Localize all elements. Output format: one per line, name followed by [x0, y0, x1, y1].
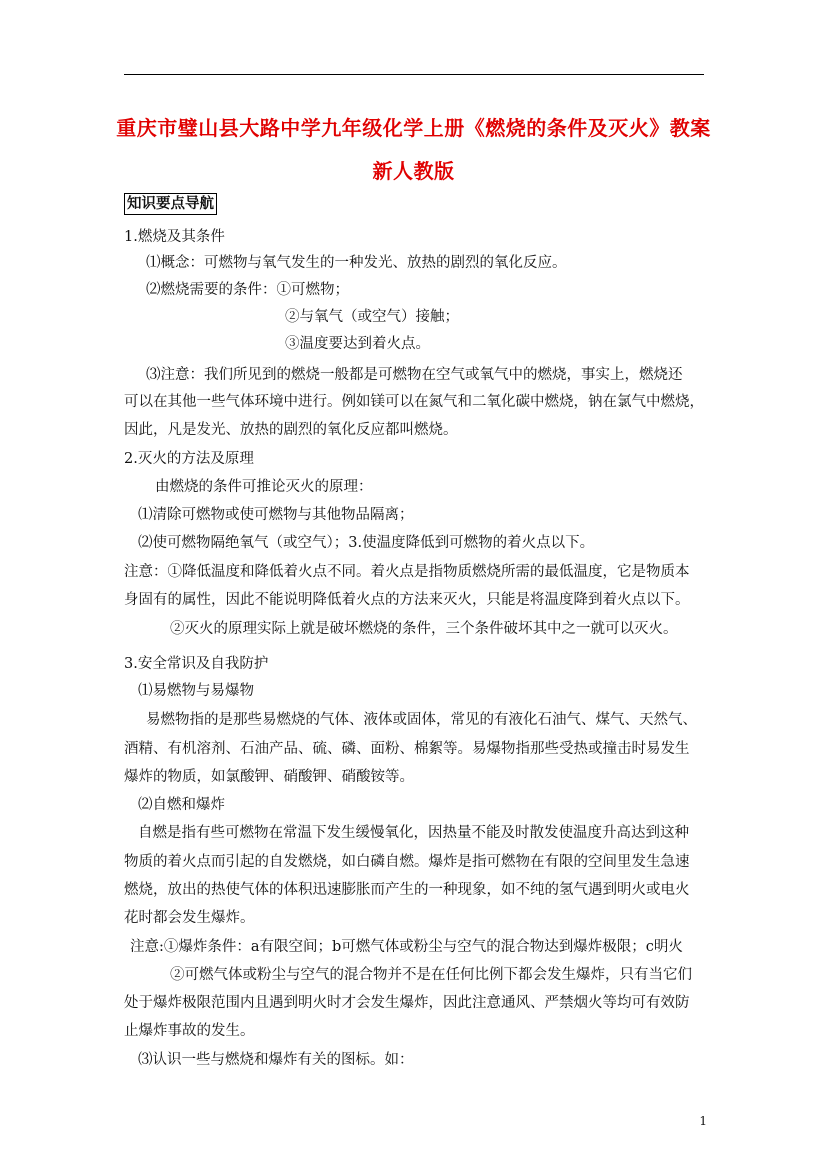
paragraph-line: 止爆炸事故的发生。 — [124, 1023, 255, 1039]
document-subtitle: 新人教版 — [372, 159, 455, 183]
paragraph-line: 注意:①爆炸条件：a有限空间；b可燃气体或粉尘与空气的混合物达到爆炸极限；c明火 — [130, 939, 683, 955]
paragraph-line: ⑶认识一些与燃烧和爆炸有关的图标。如： — [138, 1052, 414, 1068]
heading-safety: 3.安全常识及自我防护 — [124, 656, 269, 672]
paragraph-line: ⑵自燃和爆炸 — [138, 797, 225, 813]
paragraph-line: 由燃烧的条件可推论灭火的原理： — [155, 479, 373, 495]
document-title: 重庆市璧山县大路中学九年级化学上册《燃烧的条件及灭火》教案 — [116, 116, 711, 140]
heading-extinguishing: 2.灭火的方法及原理 — [124, 451, 254, 467]
header-rule — [124, 74, 704, 75]
paragraph-line: ②灭火的原理实际上就是破坏燃烧的条件，三个条件破坏其中之一就可以灭火。 — [170, 621, 678, 637]
paragraph-line: 易燃物指的是那些易燃烧的气体、液体或固体，常见的有液化石油气、煤气、天然气、 — [146, 712, 697, 728]
paragraph-line: 注意：①降低温度和降低着火点不同。着火点是指物质燃烧所需的最低温度，它是物质本 — [124, 564, 690, 580]
page-number: 1 — [699, 1114, 707, 1128]
paragraph-line: ②与氧气（或空气）接触； — [285, 309, 459, 325]
section-tag: 知识要点导航 — [124, 193, 217, 215]
paragraph-line: 物质的着火点而引起的自发燃烧，如白磷自燃。爆炸是指可燃物在有限的空间里发生急速 — [124, 854, 690, 870]
paragraph-line: ⑶注意：我们所见到的燃烧一般都是可燃物在空气或氧气中的燃烧，事实上，燃烧还 — [146, 367, 683, 383]
paragraph-line: ⑵使可燃物隔绝氧气（或空气）；3.使温度降低到可燃物的着火点以下。 — [138, 535, 595, 551]
paragraph-line: 因此，凡是发光、放热的剧烈的氧化反应都叫燃烧。 — [124, 422, 458, 438]
paragraph-line: 处于爆炸极限范围内且遇到明火时才会发生爆炸，因此注意通风、严禁烟火等均可有效防 — [124, 995, 690, 1011]
paragraph-line: 酒精、有机溶剂、石油产品、硫、磷、面粉、棉絮等。易爆物指那些受热或撞击时易发生 — [124, 741, 690, 757]
paragraph-line: 自燃是指有些可燃物在常温下发生缓慢氧化，因热量不能及时散发使温度升高达到这种 — [138, 825, 689, 841]
paragraph-line: 身固有的属性，因此不能说明降低着火点的方法来灭火，只能是将温度降到着火点以下。 — [124, 592, 690, 608]
paragraph-line: ⑴清除可燃物或使可燃物与其他物品隔离； — [138, 507, 414, 523]
heading-combustion: 1.燃烧及其条件 — [124, 229, 225, 245]
paragraph-line: ⑵燃烧需要的条件：①可燃物； — [146, 282, 349, 298]
paragraph-line: ③温度要达到着火点。 — [285, 336, 430, 352]
paragraph-line: 可以在其他一些气体环境中进行。例如镁可以在氮气和二氧化碳中燃烧，钠在氯气中燃烧， — [124, 394, 704, 410]
paragraph-line: 燃烧，放出的热使气体的体积迅速膨胀而产生的一种现象，如不纯的氢气遇到明火或电火 — [124, 882, 690, 898]
paragraph-line: ⑴概念：可燃物与氧气发生的一种发光、放热的剧烈的氧化反应。 — [146, 255, 567, 271]
paragraph-line: 爆炸的物质，如氯酸钾、硝酸钾、硝酸铵等。 — [124, 769, 414, 785]
paragraph-line: ⑴易燃物与易爆物 — [138, 683, 254, 699]
paragraph-line: ②可燃气体或粉尘与空气的混合物并不是在任何比例下都会发生爆炸，只有当它们 — [170, 967, 692, 983]
paragraph-line: 花时都会发生爆炸。 — [124, 910, 255, 926]
